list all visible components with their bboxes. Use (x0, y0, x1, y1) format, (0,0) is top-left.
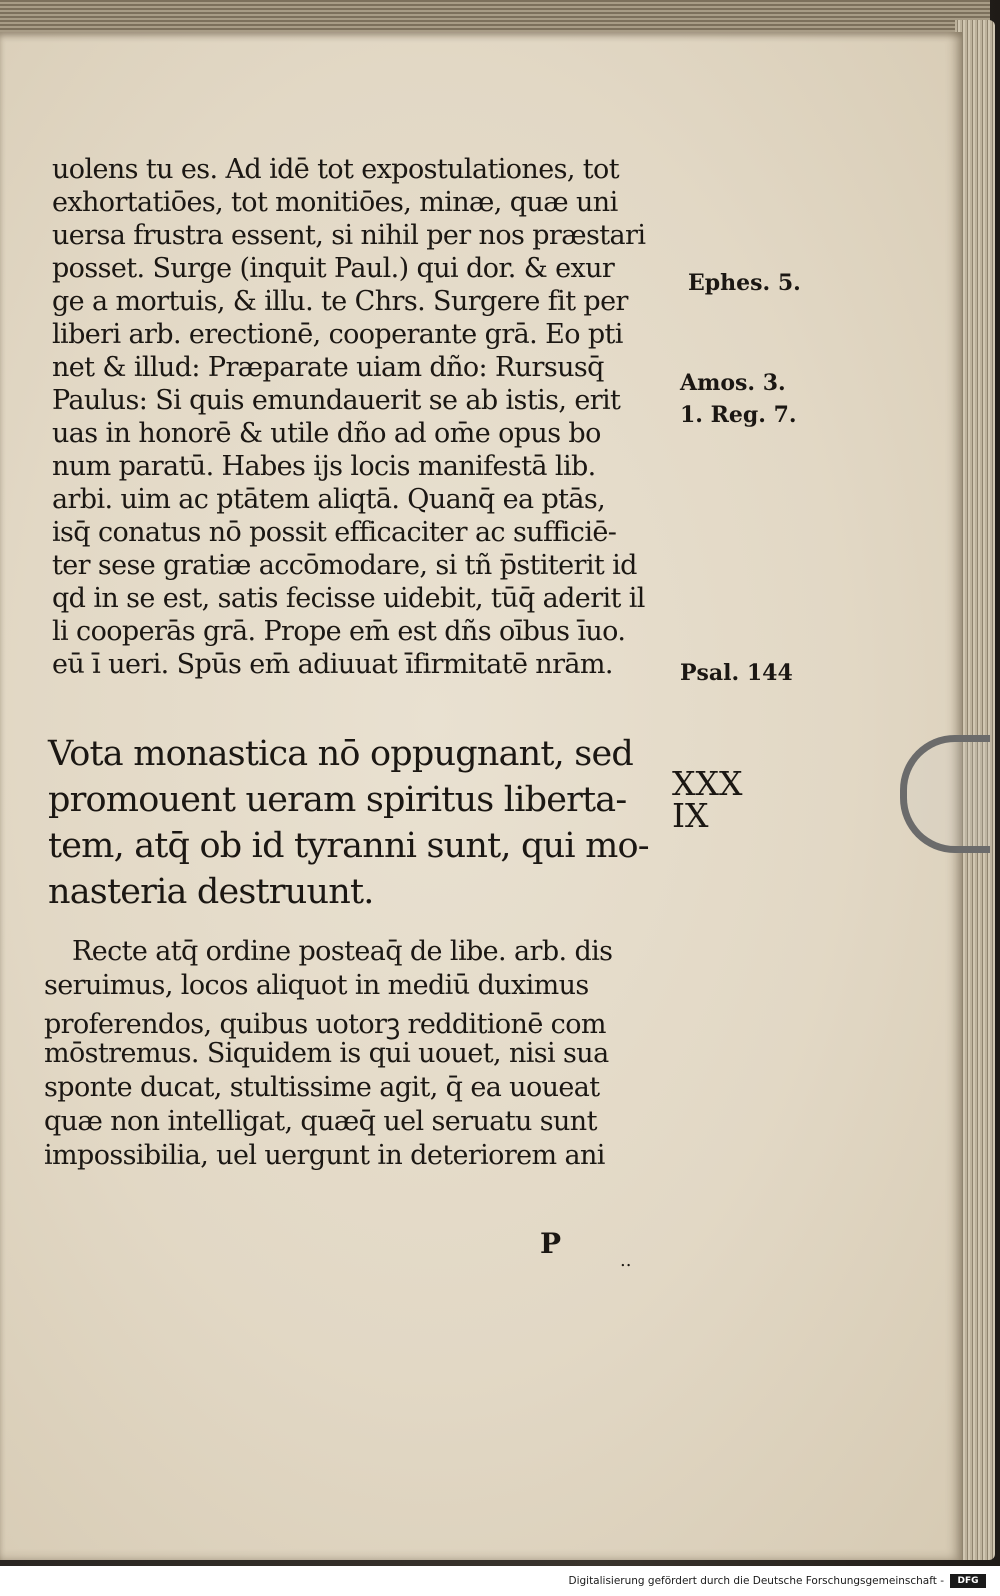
paragraph-line: Recte atq̄ ordine posteaq̄ de libe. arb. dis (72, 936, 613, 967)
body-line: Paulus: Si quis emundauerit se ab istis, erit (52, 385, 621, 416)
paragraph-line: seruimus, locos aliquot in mediū duximus (44, 970, 589, 1001)
paragraph-line: proferendos, quibus uotorꝫ redditionē com (44, 1009, 606, 1040)
marginal-note-amos: Amos. 3. (680, 370, 786, 396)
chapter-number (672, 764, 772, 835)
body-line: num paratū. Habes ijs locis manifestā lib. (52, 451, 596, 482)
body-line: isq̄ conatus nō possit efficaciter ac sufficiē- (52, 517, 617, 548)
body-line: ter sese gratiæ accōmodare, si tñ p̄stiterit id (52, 550, 637, 581)
marginal-note-reg: 1. Reg. 7. (680, 402, 797, 428)
body-line: uolens tu es. Ad idē tot expostulationes, tot (52, 154, 619, 185)
body-line: arbi. uim ac ptātem aliqtā. Quanq̄ ea ptās, (52, 484, 606, 515)
body-line: uas in honorē & utile dño ad om̄e opus bo (52, 418, 601, 449)
chapter-number-line: IX (672, 796, 709, 835)
body-line: eū ī ueri. Spūs em̄ adiuuat īfirmitatē nrām. (52, 649, 613, 680)
signature-dots: .. (620, 1250, 632, 1271)
heading-line: nasteria destruunt. (48, 872, 374, 912)
dfg-logo: DFG (950, 1574, 986, 1588)
signature-mark: P (540, 1227, 562, 1260)
book-page (0, 32, 962, 1560)
heading-line: Vota monastica nō oppugnant, sed (48, 734, 633, 774)
body-line: exhortatiōes, tot monitiōes, minæ, quæ uni (52, 187, 618, 218)
body-line: posset. Surge (inquit Paul.) qui dor. & exur (52, 253, 615, 284)
footer-credit: Digitalisierung gefördert durch die Deutsche Forschungsgemeinschaft - (568, 1575, 944, 1587)
footer-bar (0, 1566, 1000, 1596)
body-line: uersa frustra essent, si nihil per nos præstari (52, 220, 646, 251)
paragraph-line: sponte ducat, stultissime agit, q̄ ea uoueat (44, 1072, 600, 1103)
paragraph-line: impossibilia, uel uergunt in deteriorem ani (44, 1140, 605, 1171)
body-line: qd in se est, satis fecisse uidebit, tūq̄ aderit il (52, 583, 645, 614)
heading-line: promouent ueram spiritus liberta- (48, 780, 627, 820)
chapter-number-line: XXX (672, 764, 743, 803)
marginal-note-psalm: Psal. 144 (680, 660, 793, 686)
marginal-note-ephesians: Ephes. 5. (688, 270, 801, 296)
paragraph-line: mōstremus. Siquidem is qui uouet, nisi sua (44, 1038, 609, 1069)
body-line: ge a mortuis, & illu. te Chrs. Surgere fit per (52, 286, 628, 317)
body-line: liberi arb. erectionē, cooperante grā. Eo pti (52, 319, 623, 350)
body-line: li cooperās grā. Prope em̄ est dñs oībus īuo. (52, 616, 626, 647)
body-line: net & illud: Præparate uiam dño: Rursusq̄ (52, 352, 604, 383)
paragraph-line: quæ non intelligat, quæq̄ uel seruatu sunt (44, 1106, 597, 1137)
heading-line: tem, atq̄ ob id tyranni sunt, qui mo- (48, 826, 649, 866)
book-top-edge (0, 0, 990, 34)
